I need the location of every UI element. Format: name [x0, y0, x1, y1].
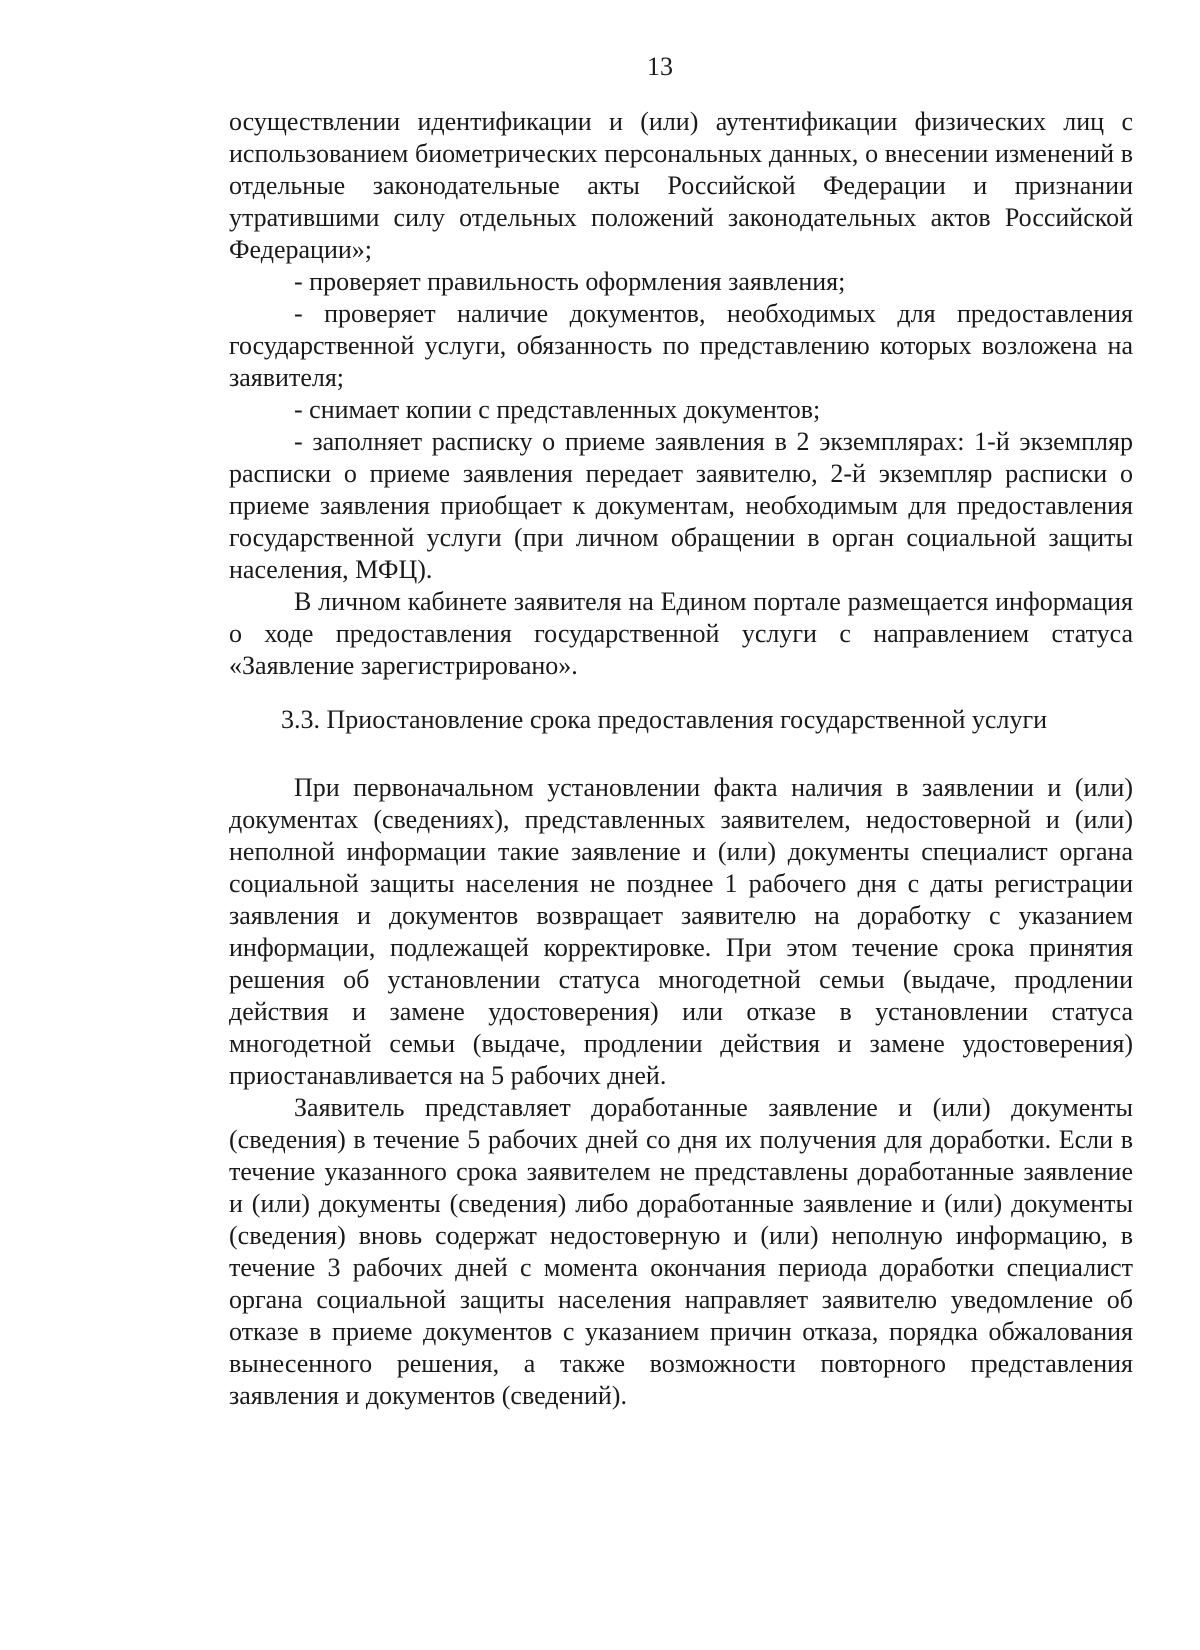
paragraph-suspension: При первоначальном установлении факта наличия в заявлении и (или) документах (сведениях), представленных заявителем, недостоверной и (или) неполной информации такие заявление и (или) документы специалист органа социальной защиты населения не позднее 1 рабочего дня с даты регистрации заявления и документов возвращает заявителю на доработку с указанием информации, подлежащей корректировке. При этом течение срока принятия решения об установлении статуса многодетной семьи (выдаче, продлении действия и замене удостоверения) или отказе в установлении статуса многодетной семьи (выдаче, продлении действия и замене удостоверения) приостанавливается на 5 рабочих дней. — [229, 773, 1133, 1090]
list-item-receipt: - заполняет расписку о приеме заявления в 2 экземплярах: 1-й экземпляр расписки о приеме заявления передает заявителю, 2-й экземпляр расписки о приеме заявления приобщает к документам, необходимым для предоставления государственной услуги (при личном обращении в орган социальной защиты населения, МФЦ). — [229, 427, 1133, 584]
paragraph-applicant-resubmission: Заявитель представляет доработанные заявление и (или) документы (сведения) в течение 5 рабочих дней со дня их получения для доработки. Если в течение указанного срока заявителем не представлены доработанные заявление и (или) документы (сведения) либо доработанные заявление и (или) документы (сведения) вновь содержат недостоверную и (или) неполную информацию, в течение 3 рабочих дней с момента окончания периода доработки специалист органа социальной защиты населения направляет заявителю уведомление об отказе в приеме документов с указанием причин отказа, порядка обжалования вынесенного решения, а также возможности повторного представления заявления и документов (сведений). — [229, 1093, 1133, 1410]
page-number: 13 — [647, 52, 673, 81]
paragraph-continuation: осуществлении идентификации и (или) аутентификации физических лиц с использованием биометрических персональных данных, о внесении изменений в отдельные законодательные акты Российской Федерации и признании утратившими силу отдельных положений законодательных актов Российской Федерации»; — [229, 107, 1133, 264]
section-heading: 3.3. Приостановление срока предоставления государственной услуги — [281, 705, 1048, 734]
list-item-check-documents: - проверяет наличие документов, необходимых для предоставления государственной услуги, обязанность по представлению которых возложена на заявителя; — [229, 299, 1133, 392]
paragraph-personal-cabinet: В личном кабинете заявителя на Едином портале размещается информация о ходе предоставления государственной услуги с направлением статуса «Заявление зарегистрировано». — [229, 587, 1133, 680]
document-body — [229, 106, 1133, 1412]
list-item-check-form: - проверяет правильность оформления заявления; — [294, 267, 846, 296]
list-item-copy-documents: - снимает копии с представленных документов; — [294, 395, 821, 424]
